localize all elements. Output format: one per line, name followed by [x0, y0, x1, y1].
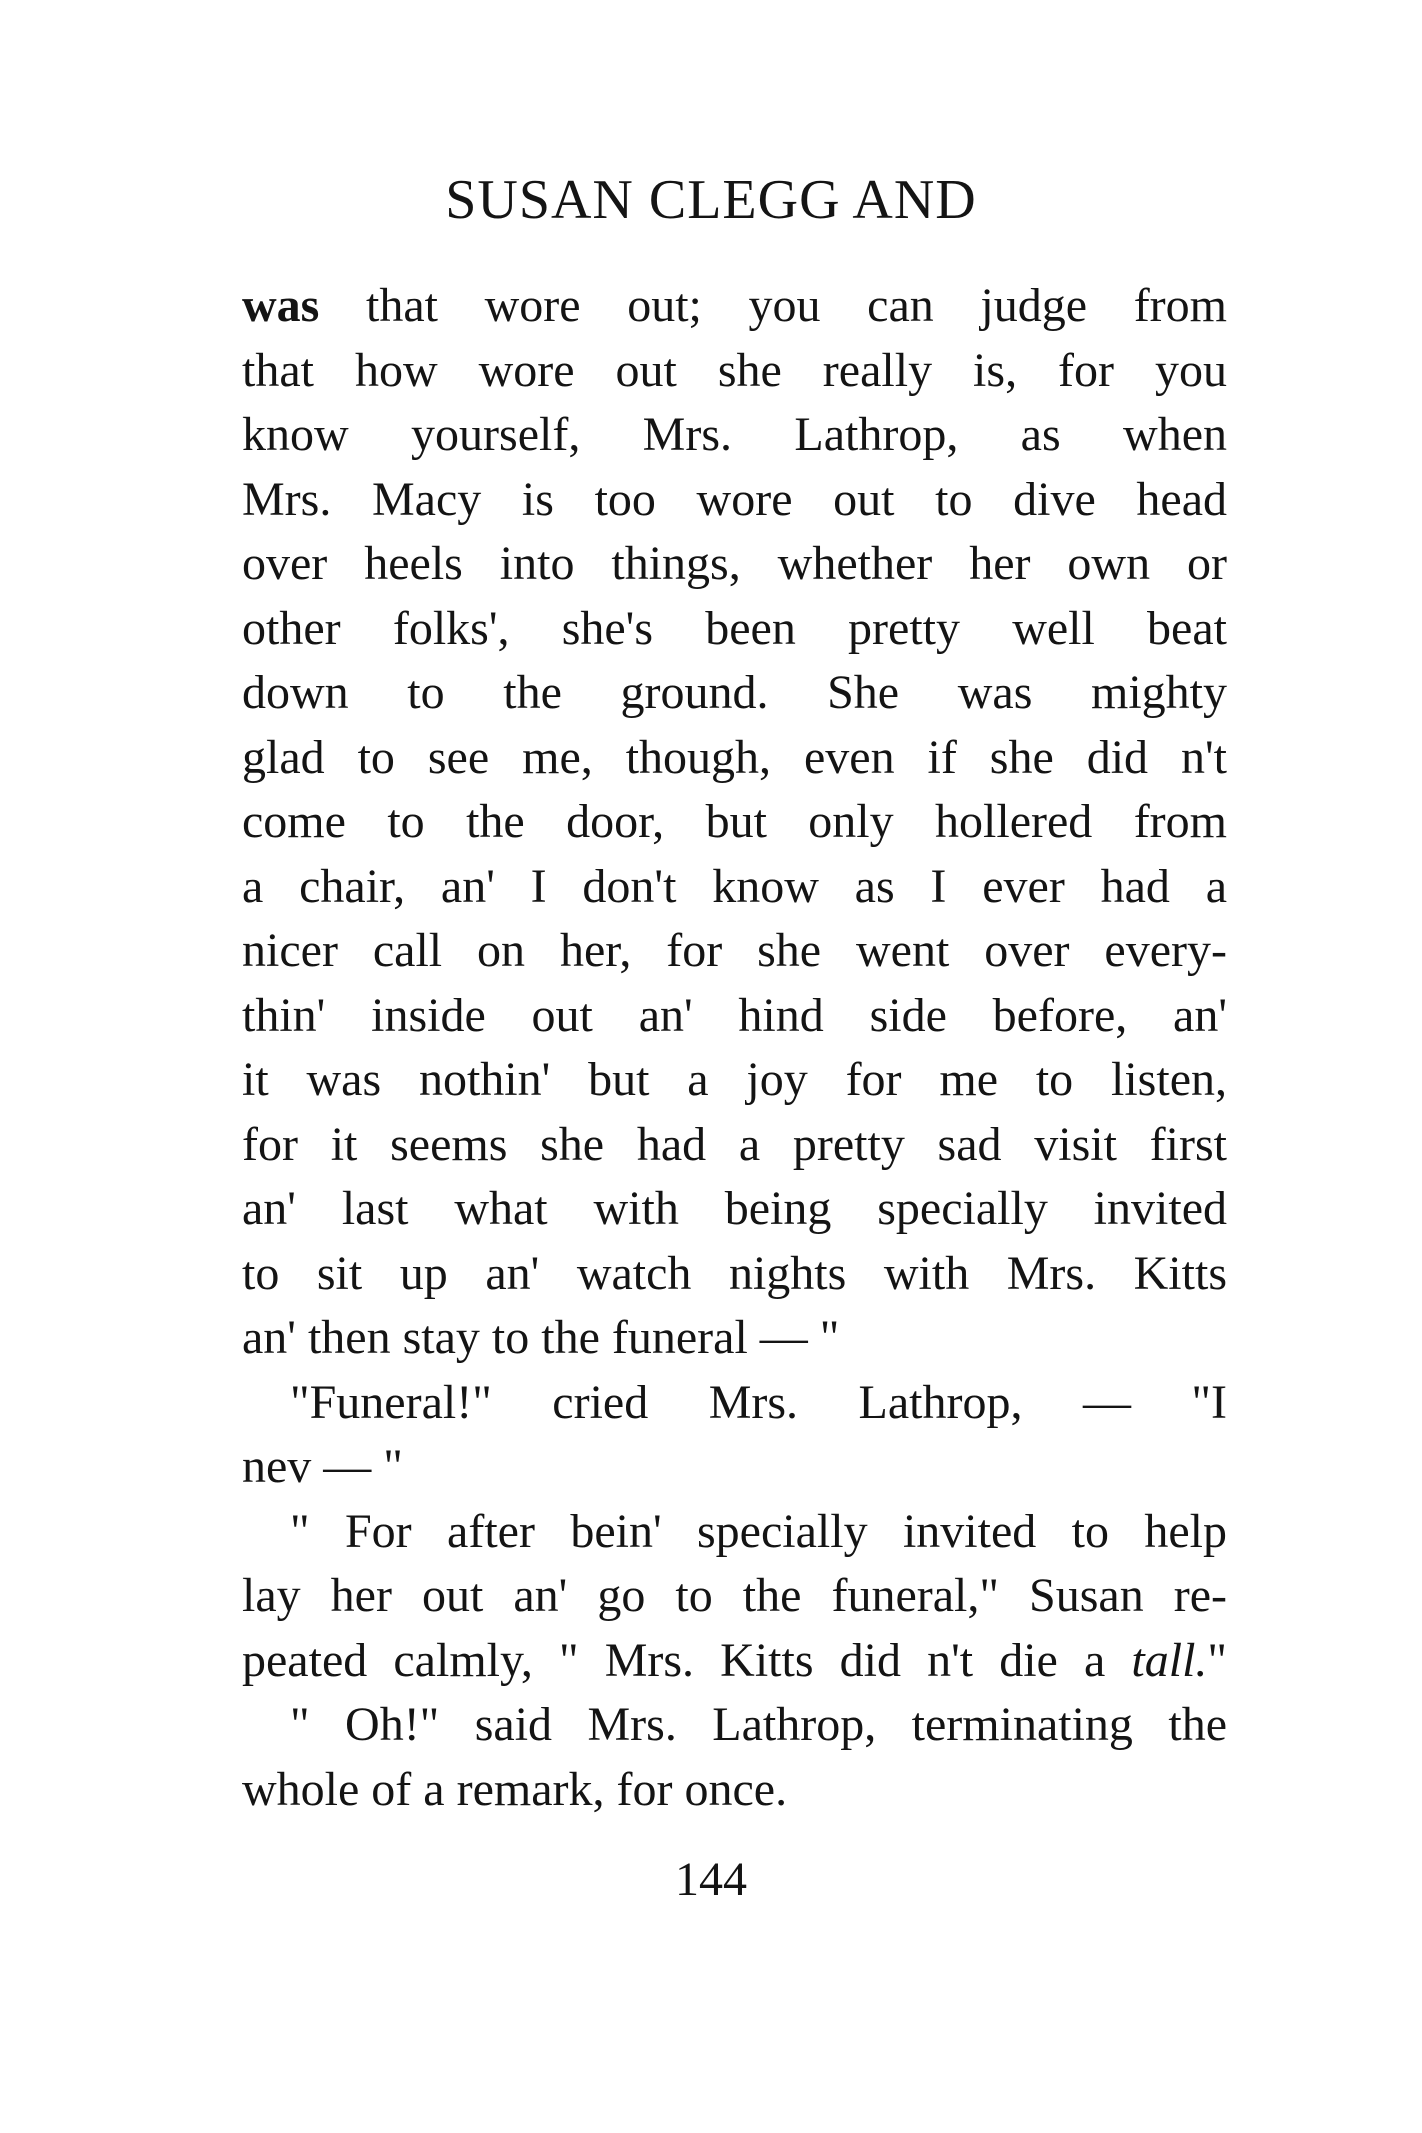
text-line: it was nothin' but a joy for me to listen, — [242, 1053, 1227, 1106]
text-line: lay her out an' go to the funeral," Susan re- — [242, 1569, 1227, 1622]
running-header: SUSAN CLEGG AND — [445, 169, 977, 231]
text-line: a chair, an' I don't know as I ever had a — [242, 859, 1227, 913]
body-text — [242, 274, 1227, 1822]
text-line: nev — " — [242, 1440, 403, 1493]
text-line: that how wore out she really is, for you — [242, 343, 1227, 397]
text-line: nicer call on her, for she went over every- — [242, 924, 1227, 977]
text-line: " For after bein' specially invited to help — [290, 1504, 1227, 1558]
italic-fragment: tall. — [1131, 1633, 1208, 1687]
text-line: know yourself, Mrs. Lathrop, as when — [242, 408, 1227, 461]
text-line: thin' inside out an' hind side before, an' — [242, 988, 1227, 1042]
text-line: glad to see me, though, even if she did n't — [242, 730, 1227, 784]
text-line: an' then stay to the funeral — " — [242, 1311, 840, 1364]
text-fragment: that wore out; you can judge from — [319, 279, 1227, 332]
text-line — [242, 1629, 1227, 1694]
text-line: over heels into things, whether her own or — [242, 537, 1227, 590]
text-line: " Oh!" said Mrs. Lathrop, terminating the — [290, 1698, 1227, 1751]
text-fragment: was — [242, 279, 320, 332]
text-line: Mrs. Macy is too wore out to dive head — [242, 472, 1227, 526]
text-line: "Funeral!" cried Mrs. Lathrop, — "I — [290, 1375, 1227, 1429]
text-fragment: " — [1207, 1633, 1227, 1687]
text-fragment: peated calmly, " Mrs. Kitts did n't die a — [242, 1633, 1132, 1687]
text-line: to sit up an' watch nights with Mrs. Kitts — [242, 1246, 1227, 1300]
text-line: whole of a remark, for once. — [242, 1762, 788, 1816]
text-line: an' last what with being specially invited — [242, 1182, 1227, 1235]
text-line: for it seems she had a pretty sad visit first — [242, 1117, 1227, 1171]
text-line: come to the door, but only hollered from — [242, 795, 1227, 848]
text-line — [242, 274, 1227, 339]
text-line: other folks', she's been pretty well beat — [242, 601, 1227, 655]
text-line: down to the ground. She was mighty — [242, 666, 1227, 719]
page-number: 144 — [675, 1853, 747, 1906]
